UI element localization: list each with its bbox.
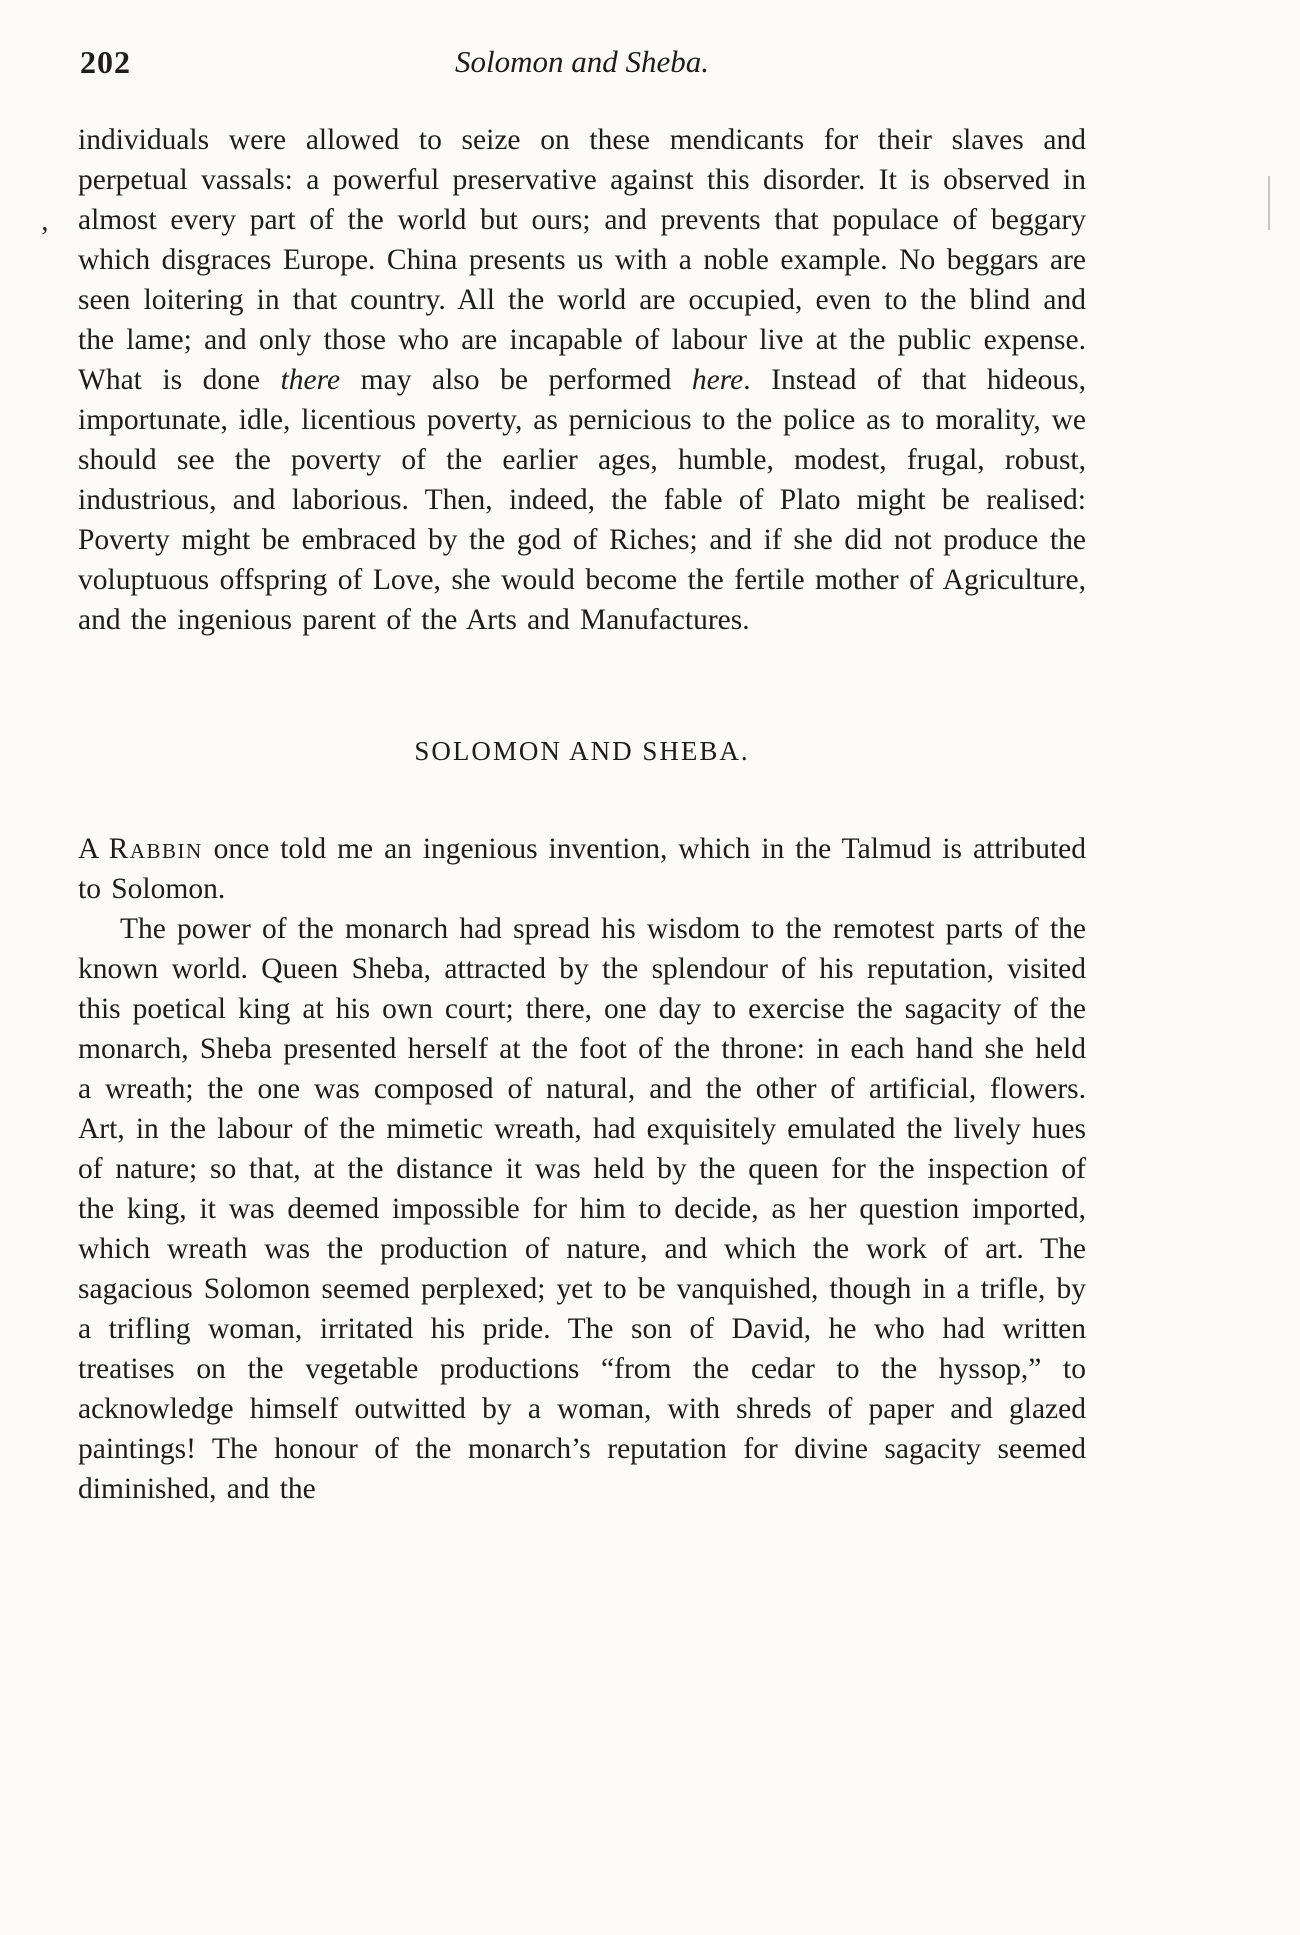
page-header [78,44,1086,90]
paragraph-text: individuals were allowed to seize on these mendicants for their slaves and perpetual vassals: a powerful preservative against this disorder. It is observed in almost every part of the world but ours; and prevents that populace of beggary which disgraces Europe. China presents us with a noble example. No beggars are seen loitering in that country. All the world are occupied, even to the blind and the lame; and only those who are incapable of labour live at the public expense. What is done [78,124,1086,396]
smallcaps-word-rabbin: Rabbin [108,833,203,865]
paragraph-text: may also be performed [340,364,692,396]
running-title: Solomon and Sheba. [454,44,709,79]
paragraph-text: . Instead of that hideous, importunate, idle, licentious poverty, as pernicious to the police as to morality, we should see the poverty of the earlier ages, humble, modest, frugal, robust, industrious, and laborious. Then, indeed, the fable of Plato might be realised: Poverty might be embraced by the god of Riches; and if she did not produce the voluptuous offspring of Love, she would become the fertile mother of Agriculture, and the ingenious parent of the Arts and Manufactures. [78,364,1086,636]
paragraph-text: once told me an ingenious invention, which in the Talmud is attributed to Solomon. [78,833,1086,905]
italic-word-there: there [280,364,341,396]
section-heading: SOLOMON AND SHEBA. [414,736,750,766]
italic-word-here: here [691,364,744,396]
paragraph-text: A [78,833,109,865]
scan-artifact-line [1268,176,1270,230]
paragraph-continuation [78,120,1086,640]
page-number: 202 [80,44,131,80]
opening-paragraph [78,829,1086,909]
story-paragraph: The power of the monarch had spread his wisdom to the remotest parts of the known world. Queen Sheba, attracted by the splendour of his reputation, visited this poetical king at his own court; there, one day to exercise the sagacity of the monarch, Sheba presented herself at the foot of the throne: in each hand she held a wreath; the one was composed of natural, and the other of artificial, flowers. Art, in the labour of the mimetic wreath, had exquisitely emulated the lively hues of nature; so that, at the distance it was held by the queen for the inspection of the king, it was deemed impossible for him to decide, as her question imported, which wreath was the production of nature, and which the work of art. The sagacious Solomon seemed perplexed; yet to be vanquished, though in a trifle, by a trifling woman, irritated his pride. The son of David, he who had written treatises on the vegetable productions “from the cedar to the hyssop,” to acknowledge himself outwitted by a woman, with shreds of paper and glazed paintings! The honour of the monarch’s reputation for divine sagacity seemed diminished, and the [78,913,1086,1505]
text-column [78,44,1086,1509]
margin-artifact: ’ [40,222,50,253]
